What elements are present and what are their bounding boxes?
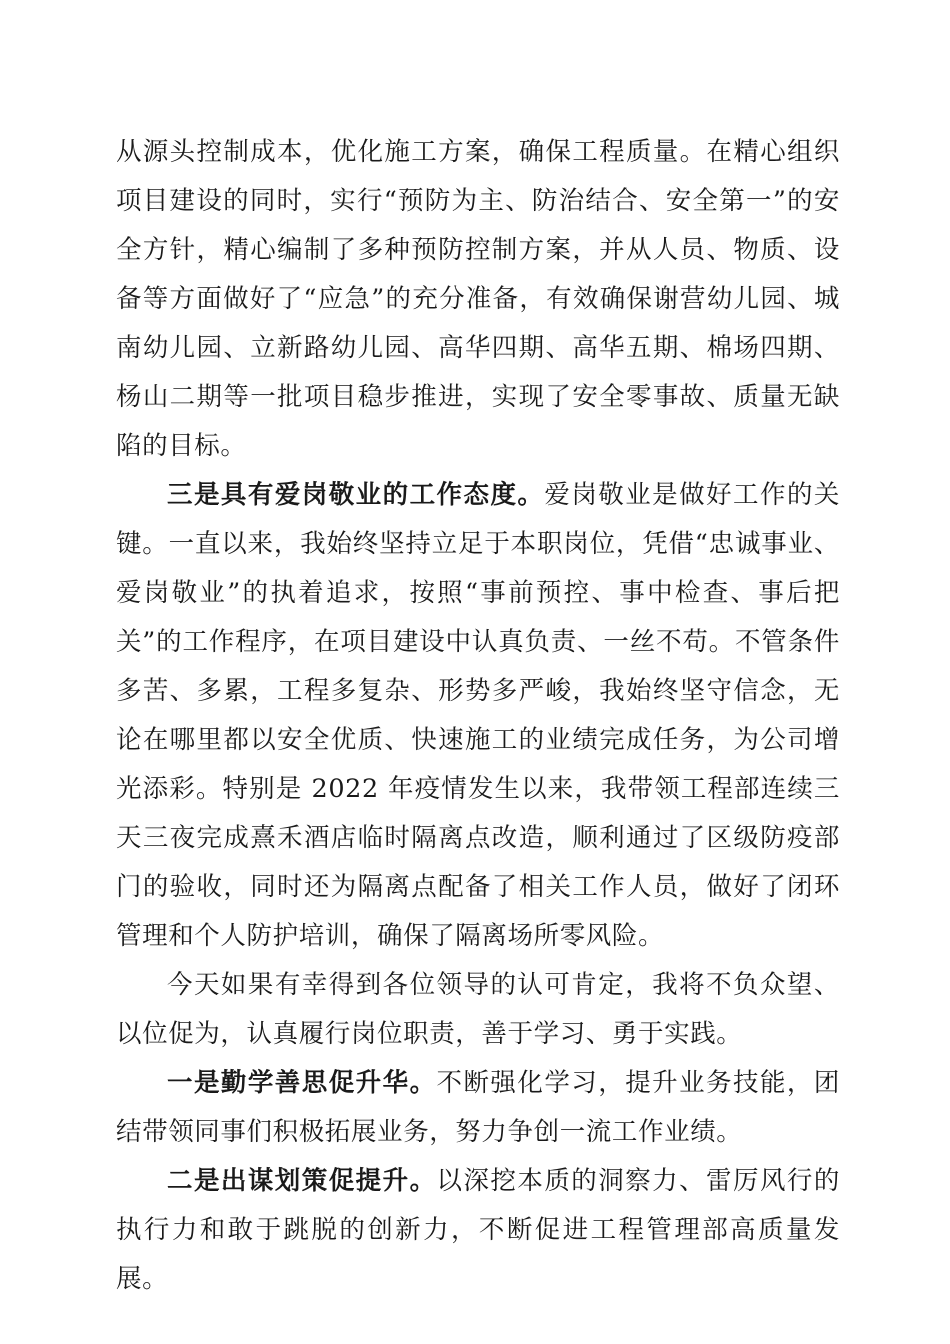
document-body xyxy=(116,128,840,1304)
paragraph-3-text: 今天如果有幸得到各位领导的认可肯定，我将不负众望、以位促为，认真履行岗位职责，善于学习、勇于实践。 xyxy=(116,970,840,1049)
paragraph-5-text: 以深挖本质的洞察力、雷厉风行的执行力和敢于跳脱的创新力，不断促进工程管理部高质量发展。 xyxy=(116,1166,840,1294)
paragraph-2 xyxy=(116,471,840,961)
paragraph-5 xyxy=(116,1157,840,1304)
paragraph-2-text: 爱岗敬业是做好工作的关键。一直以来，我始终坚持立足于本职岗位，凭借“忠诚事业、爱岗敬业”的执着追求，按照“事前预控、事中检查、事后把关”的工作程序，在项目建设中认真负责、一丝不苟。不管条件多苦、多累，工程多复杂、形势多严峻，我始终坚守信念，无论在哪里都以安全优质、快速施工的业绩完成任务，为公司增光添彩。特别是 2022 年疫情发生以来，我带领工程部连续三天三夜完成熹禾酒店临时隔离点改造，顺利通过了区级防疫部门的验收，同时还为隔离点配备了相关工作人员，做好了闭环管理和个人防护培训，确保了隔离场所零风险。 xyxy=(116,480,840,951)
paragraph-3 xyxy=(116,961,840,1059)
paragraph-4-lead: 一是勤学善思促升华。 xyxy=(167,1068,437,1098)
paragraph-4-text: 不断强化学习，提升业务技能，团结带领同事们积极拓展业务，努力争创一流工作业绩。 xyxy=(116,1068,840,1147)
paragraph-4 xyxy=(116,1059,840,1157)
paragraph-1 xyxy=(116,128,840,471)
paragraph-1-text: 从源头控制成本，优化施工方案，确保工程质量。在精心组织项目建设的同时，实行“预防为主、防治结合、安全第一”的安全方针，精心编制了多种预防控制方案，并从人员、物质、设备等方面做好了“应急”的充分准备，有效确保谢营幼儿园、城南幼儿园、立新路幼儿园、高华四期、高华五期、棉场四期、杨山二期等一批项目稳步推进，实现了安全零事故、质量无缺陷的目标。 xyxy=(116,137,840,461)
paragraph-5-lead: 二是出谋划策促提升。 xyxy=(167,1166,437,1196)
paragraph-2-lead: 三是具有爱岗敬业的工作态度。 xyxy=(167,480,545,510)
